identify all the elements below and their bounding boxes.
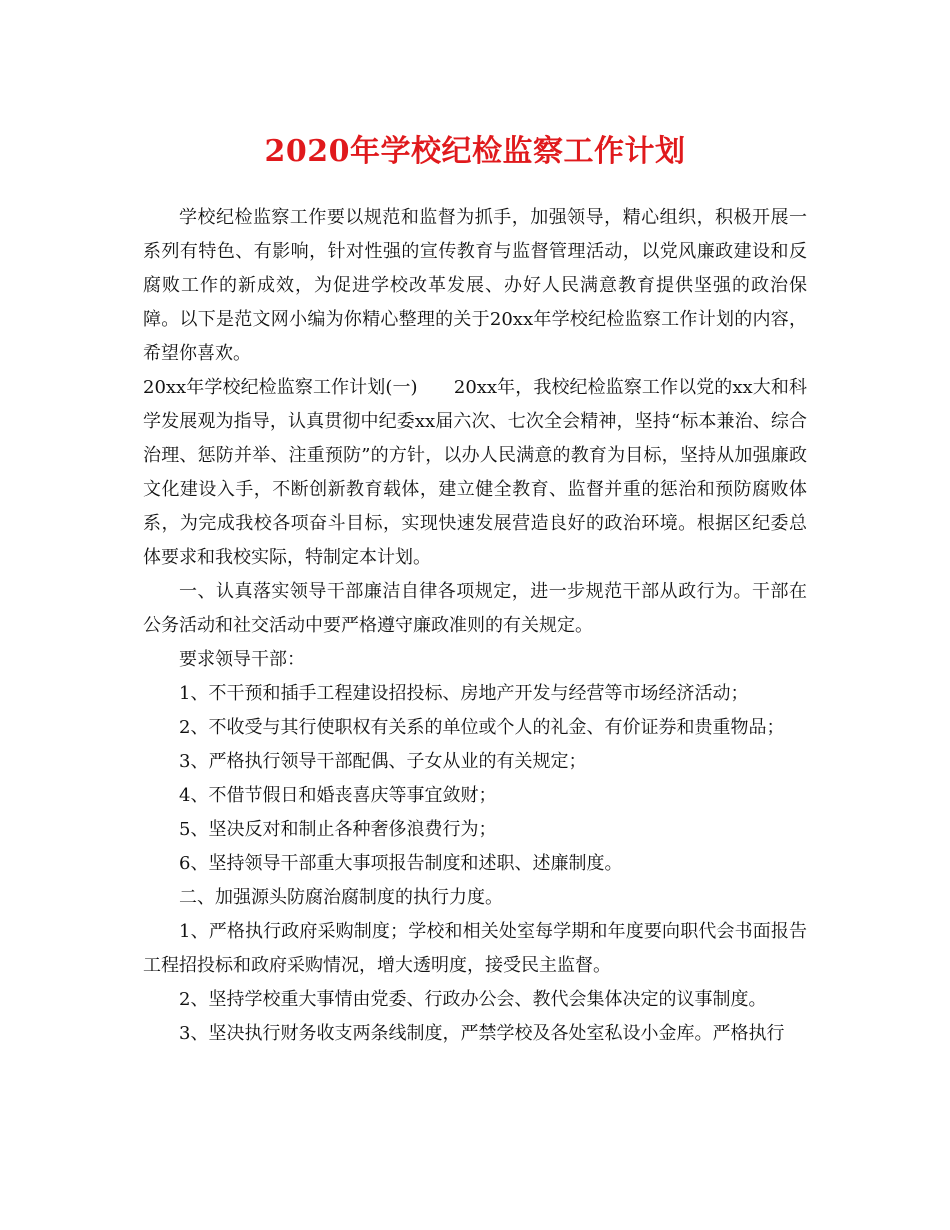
list-item: 6、坚持领导干部重大事项报告制度和述职、述廉制度。: [179, 853, 623, 874]
paragraph-section-two: 二、加强源头防腐治腐制度的执行力度。: [179, 887, 503, 908]
document-body: [143, 201, 807, 1051]
document-page: [143, 125, 807, 1051]
paragraph-plan-one: 20xx年学校纪检监察工作计划(一) 20xx年，我校纪检监察工作以党的xx大和科学发展观为指导，认真贯彻中纪委xx届六次、七次全会精神，坚持“标本兼治、综合治理、惩防并举、注重预防”的方针，以办人民满意的教育为目标，坚持从加强廉政文化建设入手，不断创新教育载体，建立健全教育、监督并重的惩治和预防腐败体系，为完成我校各项奋斗目标，实现快速发展营造良好的政治环境。根据区纪委总体要求和我校实际，特制定本计划。: [143, 377, 807, 568]
list-item: 1、严格执行政府采购制度；学校和相关处室每学期和年度要向职代会书面报告工程招投标和政府采购情况，增大透明度，接受民主监督。: [143, 921, 807, 976]
list-item: 2、坚持学校重大事情由党委、行政办公会、教代会集体决定的议事制度。: [179, 989, 767, 1010]
paragraph-section-one: 一、认真落实领导干部廉洁自律各项规定，进一步规范干部从政行为。干部在公务活动和社交活动中要严格遵守廉政准则的有关规定。: [143, 581, 807, 636]
paragraph-requirements-heading: 要求领导干部：: [179, 649, 305, 670]
list-item: 5、坚决反对和制止各种奢侈浪费行为；: [179, 819, 497, 840]
list-item: 3、坚决执行财务收支两条线制度，严禁学校及各处室私设小金库。严格执行: [179, 1023, 785, 1044]
list-item: 1、不干预和插手工程建设招投标、房地产开发与经营等市场经济活动；: [179, 683, 749, 704]
list-item: 2、不收受与其行使职权有关系的单位或个人的礼金、有价证券和贵重物品；: [179, 717, 785, 738]
document-title: 2020年学校纪检监察工作计划: [264, 134, 686, 169]
list-item: 4、不借节假日和婚丧喜庆等事宜敛财；: [179, 785, 497, 806]
list-item: 3、严格执行领导干部配偶、子女从业的有关规定；: [179, 751, 587, 772]
paragraph-intro: 学校纪检监察工作要以规范和监督为抓手，加强领导，精心组织，积极开展一系列有特色、有影响，针对性强的宣传教育与监督管理活动，以党风廉政建设和反腐败工作的新成效，为促进学校改革发展、办好人民满意教育提供坚强的政治保障。以下是范文网小编为你精心整理的关于20xx年学校纪检监察工作计划的内容，希望你喜欢。: [143, 207, 807, 364]
